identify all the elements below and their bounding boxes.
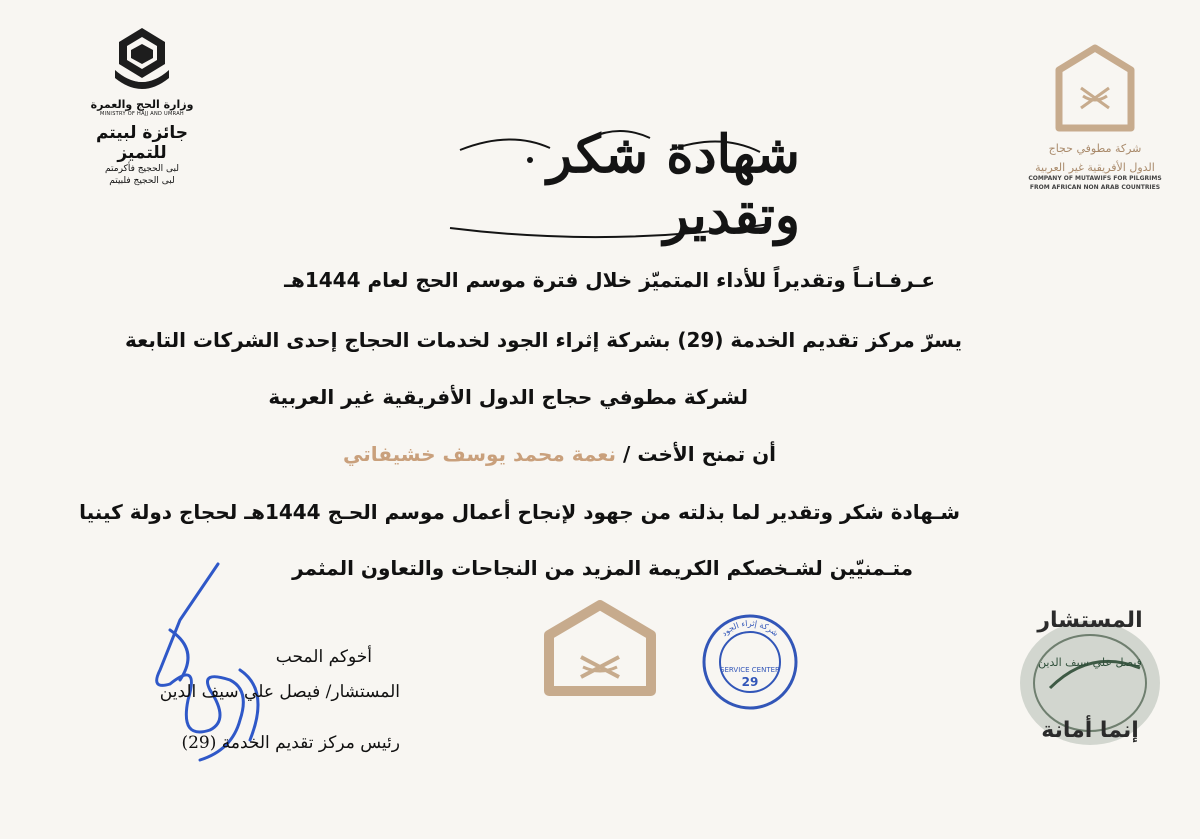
company-name-english-2: FROM AFRICAN NON ARAB COUNTRIES [1029,184,1161,191]
recipient-prefix: أن تمنح الأخت / [623,442,776,466]
company-logo-block [1020,40,1170,192]
award-subtitle-2: لبى الحجيج فلبيتم [109,176,175,186]
stamp-outer-text: شركة إثراء الجود [719,618,781,639]
certificate-title-text: شهادة شكر وتقدير [547,124,800,246]
service-center-line: يسرّ مركز تقديم الخدمة (29) بشركة إثراء الجود لخدمات الحجاج إحدى الشركات التابعة [124,328,962,352]
award-subtitle-1: لبى الحجيج فأكرمتم [105,164,179,174]
advisor-seal [1010,608,1170,758]
kaaba-emblem-icon [107,24,177,96]
company-name-english-1: COMPANY OF MUTAWIFS FOR PILGRIMS [1028,175,1162,182]
signatory-title: رئيس مركز تقديم الخدمة (29) [181,733,400,753]
company-name-arabic-1: شركة مطوفي حجاج [1048,142,1142,155]
company-emblem-icon [1047,40,1143,136]
award-title: جائزة لبيتم للتميز [95,123,189,163]
thanks-line: شـهادة شكر وتقدير لما بذلته من جهود لإنجاح أعمال موسم الحـج 1444هـ لحجاج دولة كينيا [79,500,960,524]
seal-middle-text: فيصل علي سيف الدين [1038,656,1142,669]
seal-top-text: المستشار [1037,608,1143,633]
company-name-arabic-2: الدول الأفريقية غير العربية [1035,161,1155,174]
recipient-name: نعمة محمد يوسف خشيفاتي [342,442,617,466]
ministry-name-arabic: وزارة الحج والعمرة [90,98,194,111]
ministry-logo-block [72,24,212,187]
signature-closing: أخوكم المحب [275,647,372,667]
signatory-name: المستشار/ فيصل علي سيف الدين [159,682,400,702]
service-center-stamp-icon [700,612,800,712]
stamp-center-number: 29 [741,675,759,689]
ministry-name-english: MINISTRY OF HAJJ AND UMRAH [100,111,184,117]
certificate-title [420,120,800,250]
seal-bottom-text: إنما أمانة [1041,718,1139,743]
stamp-center-label: SERVICE CENTER [720,666,780,674]
center-emblem-icon [535,595,665,700]
appreciation-line: عـرفـانـاً وتقديراً للأداء المتميّز خلال فترة موسم الحج لعام 1444هـ [284,268,935,292]
company-line: لشركة مطوفي حجاج الدول الأفريقية غير العربية [268,385,748,409]
recipient-line [343,442,776,466]
wishes-line: متـمنيّين لشـخصكم الكريمة المزيد من النجاحات والتعاون المثمر [292,556,913,580]
